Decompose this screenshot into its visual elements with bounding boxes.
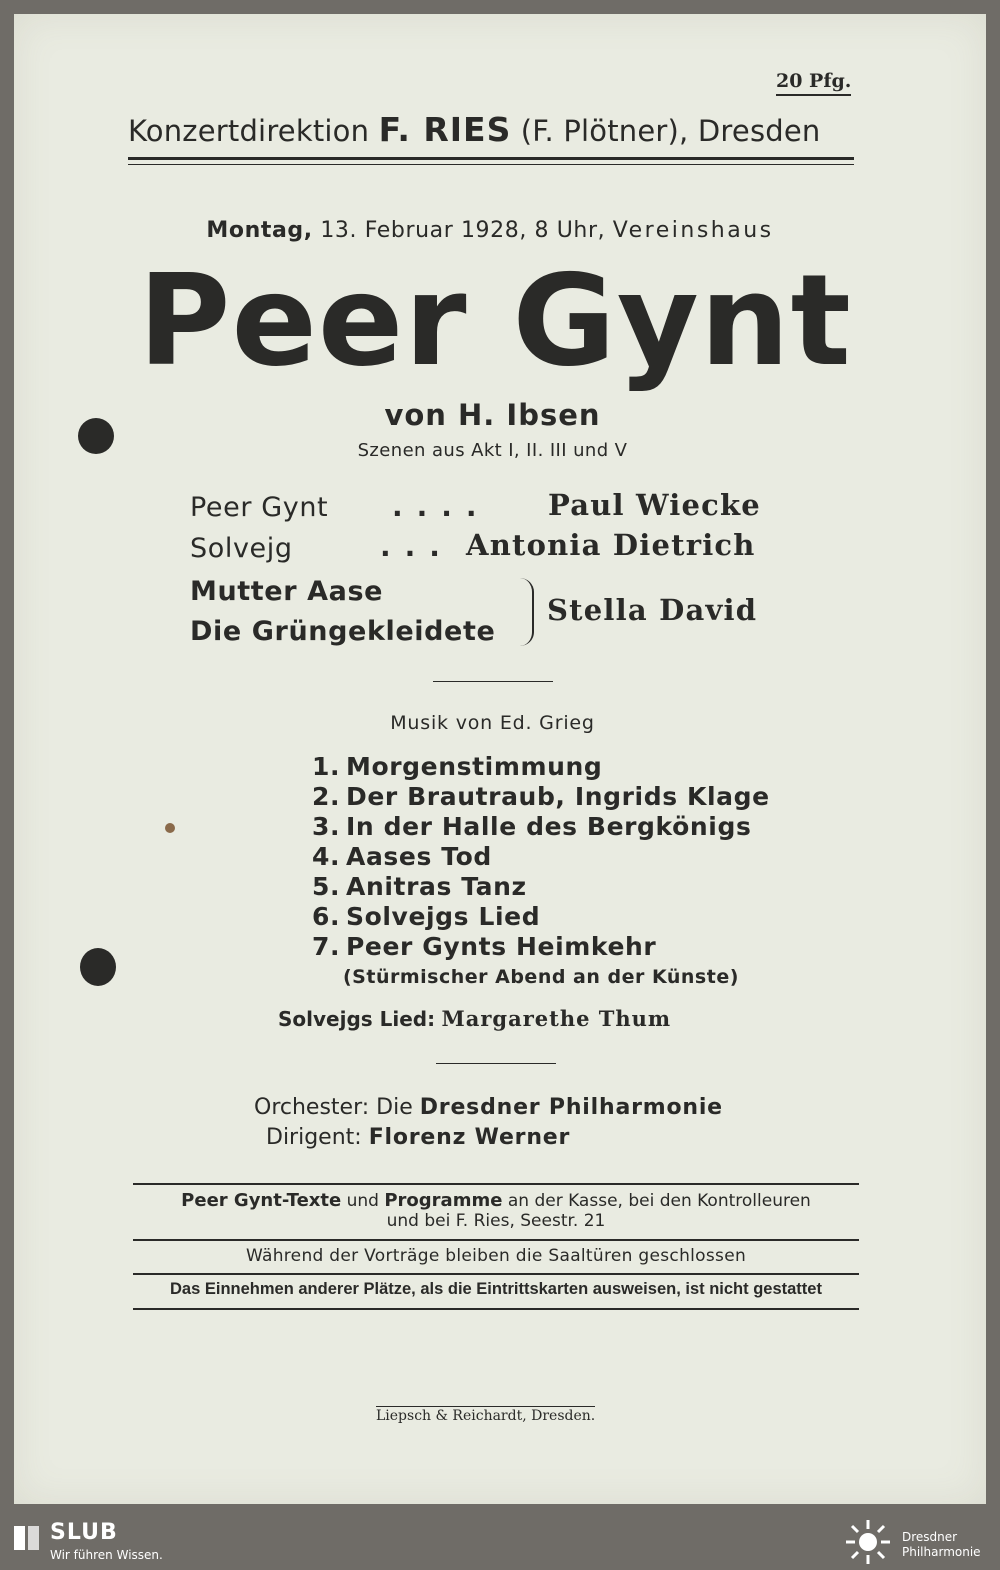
program-note: (Stürmischer Abend an der Künste)	[343, 966, 739, 988]
item-number: 4.	[312, 842, 341, 871]
philharmonie-logo-line-1: Dresdner	[902, 1530, 958, 1544]
slub-logo-text: SLUB	[50, 1520, 118, 1545]
list-item	[312, 842, 770, 872]
event-datetime: 13. Februar 1928, 8 Uhr,	[320, 218, 606, 243]
notice-rule-1	[133, 1183, 859, 1185]
notice-rule-2	[133, 1239, 859, 1241]
item-title: Morgenstimmung	[346, 752, 603, 781]
sunburst-logo-icon	[842, 1518, 894, 1570]
item-number: 3.	[312, 812, 341, 841]
info-texts: Peer Gynt-Texte	[181, 1190, 342, 1211]
cast-role-1: Peer Gynt	[190, 492, 329, 523]
separator-2	[436, 1063, 556, 1064]
notice-rule-3	[133, 1273, 859, 1275]
cast-actor-2: Antonia Dietrich	[466, 528, 756, 562]
orchestra-line	[254, 1095, 723, 1120]
event-venue: Vereinshaus	[612, 218, 774, 243]
header-rule-thick	[128, 157, 854, 160]
item-title: Solvejgs Lied	[346, 902, 541, 931]
cast-dots-1: ....	[392, 490, 491, 523]
item-title: Aases Tod	[346, 842, 492, 871]
book-icon	[12, 1522, 42, 1558]
cast-group-actor: Stella David	[547, 593, 758, 627]
notice-rule-4	[133, 1308, 859, 1310]
concert-agency-header	[128, 110, 854, 149]
list-item	[312, 782, 770, 812]
notice-seats: Das Einnehmen anderer Plätze, als die Eintrittskarten ausweisen, ist nicht gestattet	[170, 1280, 822, 1298]
header-name: F. RIES	[378, 110, 512, 149]
item-number: 5.	[312, 872, 341, 901]
header-suffix: (F. Plötner), Dresden	[520, 114, 821, 148]
conductor-line	[266, 1125, 570, 1150]
event-weekday: Montag,	[206, 218, 313, 243]
printer-credit: Liepsch & Reichardt, Dresden.	[376, 1408, 596, 1424]
orchestra-pre: Die	[376, 1095, 413, 1120]
music-credit: Musik von Ed. Grieg	[390, 712, 595, 734]
soloist-line	[278, 1006, 671, 1031]
item-number: 1.	[312, 752, 341, 781]
orchestra-label: Orchester:	[254, 1095, 370, 1120]
cast-dots-2: ...	[380, 530, 454, 563]
cast-brace	[520, 578, 534, 646]
conductor-value: Florenz Werner	[368, 1125, 571, 1150]
info-line-1	[133, 1190, 859, 1211]
item-number: 6.	[312, 902, 341, 931]
list-item	[312, 812, 770, 842]
conductor-label: Dirigent:	[266, 1125, 362, 1150]
list-item	[312, 902, 770, 932]
info-location: an der Kasse, bei den Kontrolleuren	[507, 1191, 811, 1211]
scenes-line: Szenen aus Akt I, II. III und V	[357, 440, 628, 461]
cast-group-role-2: Die Grüngekleidete	[190, 616, 496, 647]
list-item	[312, 872, 770, 902]
item-number: 7.	[312, 932, 341, 961]
soloist-name: Margarethe Thum	[441, 1006, 672, 1031]
slub-tagline: Wir führen Wissen.	[50, 1548, 163, 1562]
list-item	[312, 752, 770, 782]
info-line-2: und bei F. Ries, Seestr. 21	[386, 1211, 606, 1231]
info-programs: Programme	[384, 1190, 503, 1211]
item-title: Anitras Tanz	[346, 872, 527, 901]
notice-doors: Während der Vorträge bleiben die Saaltüren geschlossen	[245, 1246, 747, 1266]
header-rule-thin	[128, 164, 854, 165]
info-and: und	[346, 1191, 379, 1211]
paper-speck	[165, 823, 175, 833]
author-line: von H. Ibsen	[384, 398, 601, 432]
item-title: Peer Gynts Heimkehr	[346, 932, 657, 961]
header-prefix: Konzertdirektion	[128, 114, 370, 148]
item-title: In der Halle des Bergkönigs	[346, 812, 752, 841]
cast-group-role-1: Mutter Aase	[190, 576, 384, 607]
program-list	[312, 752, 770, 962]
cast-role-2: Solvejg	[190, 533, 293, 564]
price-label: 20 Pfg.	[776, 70, 851, 96]
list-item	[312, 932, 770, 962]
item-number: 2.	[312, 782, 341, 811]
item-title: Der Brautraub, Ingrids Klage	[346, 782, 770, 811]
separator-1	[433, 681, 553, 682]
cast-actor-1: Paul Wiecke	[548, 488, 761, 522]
philharmonie-logo-line-2: Philharmonie	[902, 1545, 981, 1559]
soloist-label: Solvejgs Lied:	[278, 1007, 436, 1031]
page-title: Peer Gynt	[138, 247, 852, 394]
punch-hole-bottom	[80, 948, 116, 986]
orchestra-value: Dresdner Philharmonie	[419, 1095, 723, 1120]
event-date-line	[0, 218, 980, 243]
